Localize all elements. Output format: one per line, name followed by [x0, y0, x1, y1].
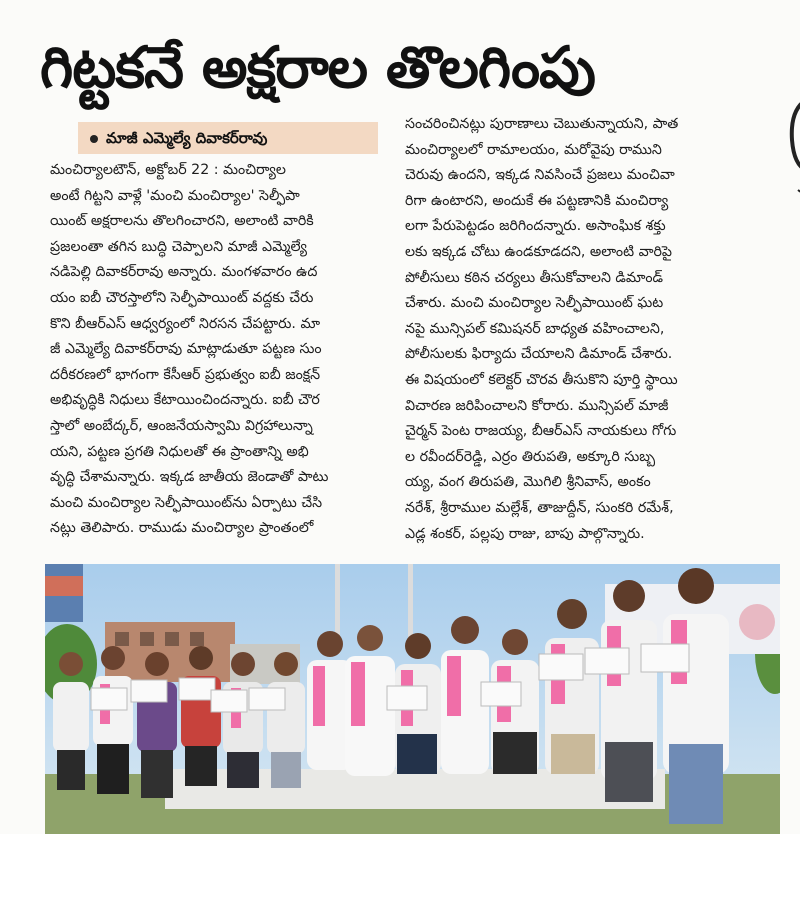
- article-line: ఈ విషయంలో కలెక్టర్‌ చొరవ తీసుకొని పూర్తి స్థాయి: [405, 371, 678, 388]
- bullet-icon: [90, 135, 98, 143]
- article-line: అభివృద్ధికి నిధులు కేటాయించిందన్నారు. ఐబీ చౌర: [50, 392, 320, 409]
- protest-photo-illustration: [45, 564, 780, 834]
- article-line: చేశారు. మంచి మంచిర్యాల సెల్ఫీపాయింట్‌ ఘట: [405, 295, 664, 312]
- article-line: చెరువు ఉందని, ఇక్కడ నివసించే ప్రజలు మంచివా: [405, 167, 675, 184]
- article-line: స్తాలో అంబేద్కర్‌, ఆంజనేయస్వామి విగ్రహాలున్నా: [50, 417, 313, 434]
- article-column-left: [50, 158, 395, 542]
- article-line: వృద్ధి చేశామన్నారు. ఇక్కడ జాతీయ జెండాతో పాటు: [50, 469, 329, 486]
- byline-text: మాజీ ఎమ్మెల్యే దివాకర్‌రావు: [106, 129, 268, 147]
- article-line: నట్లు తెలిపారు. రాముడు మంచిర్యాల ప్రాంతంలో: [50, 520, 314, 537]
- news-photo: [45, 564, 780, 834]
- article-line: చైర్మన్‌ పెంట రాజయ్య, బీఆర్‌ఎస్‌ నాయకులు గోగు: [405, 423, 677, 440]
- article-line: దరీకరణలో భాగంగా కేసీఆర్‌ ప్రభుత్వం ఐబీ జంక్షన్‌: [50, 366, 321, 383]
- article-line: విచారణ జరిపించాలని కోరారు. మున్సిపల్‌ మాజీ: [405, 397, 669, 414]
- article-line: అంటే గిట్టని వాళ్లే 'మంచి మంచిర్యాల' సెల్ఫీపా: [50, 187, 300, 204]
- article-line: నపై మున్సిపల్‌ కమిషనర్‌ బాధ్యత వహించాలని,: [405, 320, 665, 337]
- article-line: యని, పట్టణ ప్రగతి నిధులతో ఈ ప్రాంతాన్ని అభి: [50, 443, 309, 460]
- article-line: కొని బీఆర్‌ఎస్‌ ఆధ్వర్యంలో నిరసన చేపట్టారు. మా: [50, 315, 321, 332]
- article-line: జీ ఎమ్మెల్యే దివాకర్‌రావు మాట్లాడుతూ పట్టణ సుం: [50, 341, 322, 358]
- article-line: యం ఐబీ చౌరస్తాలోని సెల్ఫీపాయింట్‌ వద్దకు చేరు: [50, 289, 314, 306]
- headline: గిట్టకనే అక్షరాల తొలగింపు: [40, 35, 595, 101]
- article-line: లగా పేరుపెట్టడం జరిగిందన్నారు. అసాంఘిక శక్తు: [405, 218, 666, 235]
- article-line: నరేశ్‌, శ్రీరాముల మల్లేశ్‌, తాజుద్దీన్‌, సుంకరి రమేశ్‌,: [405, 499, 674, 516]
- article-line: మంచిర్యాలలో రామాలయం, మరోవైపు రాముని: [405, 141, 662, 158]
- article-line: నడిపెల్లి దివాకర్‌రావు అన్నారు. మంగళవారం ఉద: [50, 264, 318, 281]
- article-line: రిగా ఉంటారని, అందుకే ఈ పట్టణానికి మంచిర్యా: [405, 192, 669, 209]
- building: [105, 622, 235, 682]
- page-bottom-margin: [0, 834, 800, 905]
- article-line: లకు ఇక్కడ చోటు ఉండకూడదని, అలాంటి వారిపై: [405, 243, 672, 260]
- article-line: మంచి మంచిర్యాల సెల్ఫీపాయింట్‌ను ఏర్పాటు చేసి: [50, 494, 323, 511]
- article-column-right: [405, 112, 765, 547]
- article-line: యింట్‌ అక్షరాలను తొలగించారని, అలాంటి వారికి: [50, 213, 314, 230]
- article-line: పోలీసులు కఠిన చర్యలు తీసుకోవాలని డిమాండ్‌: [405, 269, 664, 286]
- article-line: య్య, వంగ తిరుపతి, మొగిలి శ్రీనివాస్‌, అంకం: [405, 474, 651, 491]
- article-line: ఎడ్ల శంకర్‌, పల్లపు రాజు, బాపు పాల్గొన్నారు.: [405, 525, 645, 542]
- byline-box: [78, 122, 378, 154]
- article-line: పోలీసులకు ఫిర్యాదు చేయాలని డిమాండ్‌ చేశారు.: [405, 346, 673, 363]
- cartoon-edge-art: [768, 40, 800, 220]
- article-line: సంచరించినట్లు పురాణాలు చెబుతున్నాయని, పాత: [405, 116, 679, 132]
- article-line: మంచిర్యాలటౌన్‌, అక్టోబర్‌ 22 : మంచిర్యాల: [50, 162, 286, 178]
- article-line: ల రవీందర్‌రెడ్డి, ఎర్రం తిరుపతి, అక్కూరి సుబ్బ: [405, 448, 656, 465]
- article-line: ప్రజలంతా తగిన బుద్ధి చెప్పాలని మాజీ ఎమ్మెల్యే: [50, 238, 307, 255]
